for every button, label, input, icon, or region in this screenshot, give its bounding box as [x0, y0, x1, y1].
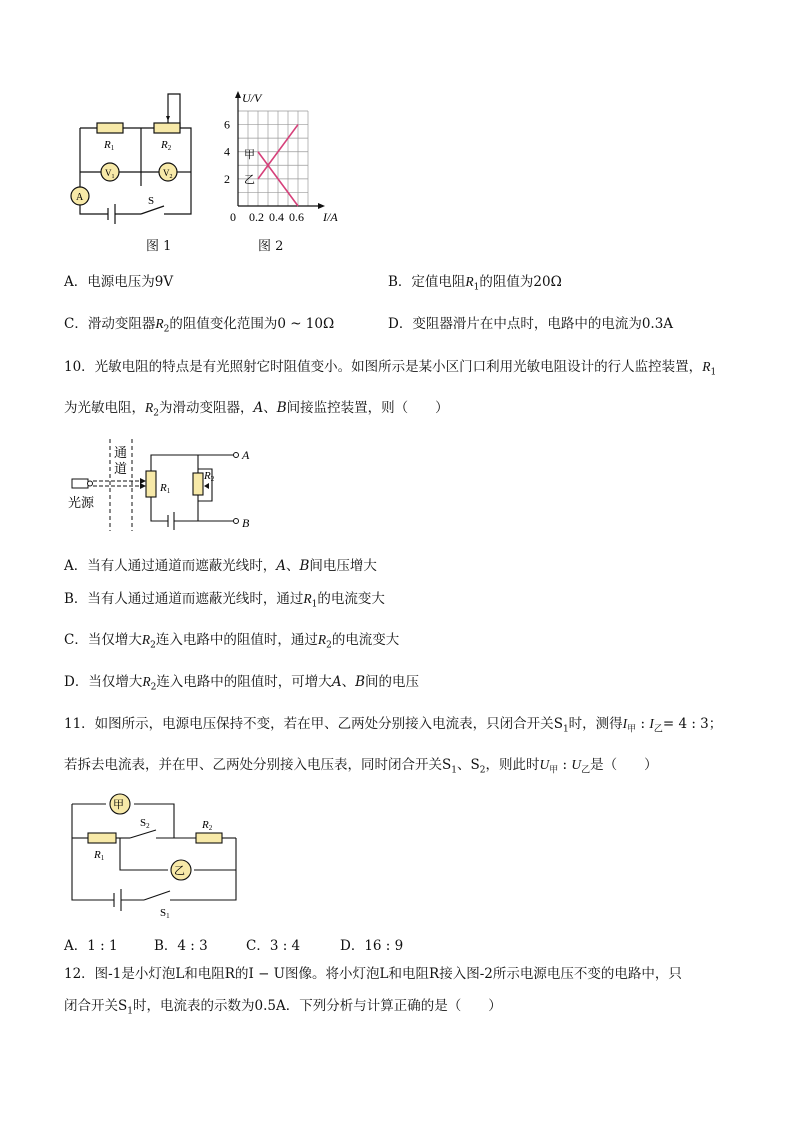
label-r2: R2 — [202, 819, 213, 832]
figure-1-circuit — [66, 88, 206, 226]
x-tick-label: 0.4 — [269, 210, 284, 224]
q11-figure — [64, 792, 244, 922]
label-channel-2: 道 — [114, 461, 128, 476]
q10-stem-line1: 10．光敏电阻的特点是有光照射它时阻值变小。如图所示是某小区门口利用光敏电阻设计的行人监控装置，$R_1$ — [64, 359, 717, 378]
photoresistor-r1 — [146, 471, 156, 497]
label-jia: 甲 — [113, 799, 124, 811]
q10-option-a: A．当有人通过通道而遮蔽光线时，A、B间电压增大 — [64, 558, 377, 574]
q11-option-b: B．4 : 3 — [154, 938, 208, 954]
label-switch: S — [148, 195, 155, 207]
label-r1: R1 — [104, 139, 115, 152]
label-yi: 乙 — [174, 865, 185, 877]
label-light: 光源 — [68, 495, 95, 510]
y-axis-label: U/V — [242, 91, 262, 105]
resistor-r1 — [97, 123, 123, 133]
q11-stem-line2: 若拆去电流表，并在甲、乙两处分别接入电压表，同时闭合开关$S_1$、$S_2$，则此时$U_甲$ : $U_乙$是（ ） — [64, 757, 658, 776]
q10-figure — [64, 435, 264, 535]
label-v1: $V_1$ — [105, 168, 115, 180]
q11-option-d: D．16 : 9 — [340, 938, 404, 954]
q10-option-c: C．当仅增大$R_2$连入电路中的阻值时，通过$R_2$的电流变大 — [64, 632, 400, 651]
label-s1: S1 — [160, 907, 170, 920]
resistor-r1 — [88, 833, 116, 843]
label-channel-1: 通 — [114, 445, 128, 460]
resistor-r2 — [154, 123, 180, 133]
figure-1-caption: 图 1 — [146, 239, 172, 254]
q12-stem-line2: 闭合开关$S_1$时，电流表的示数为0.5A．下列分析与计算正确的是（ ） — [64, 998, 502, 1017]
x-axis-label: I/A — [323, 210, 338, 224]
label-r1: R1 — [94, 849, 105, 862]
label-terminal-b: B — [242, 516, 250, 530]
terminal-a — [234, 453, 239, 458]
q11-option-a: A．1 : 1 — [64, 938, 118, 954]
figure-2-graph — [220, 88, 350, 228]
light-source — [72, 479, 88, 488]
figure-2-caption: 图 2 — [258, 239, 284, 254]
label-yi: 乙 — [244, 174, 255, 186]
label-v2: $V_2$ — [163, 168, 173, 180]
label-r1: R1 — [160, 482, 171, 495]
q12-stem-line1: 12．图-1是小灯泡L和电阻R的I − U图像。将小灯泡L和电阻R接入图-2所示电源电压不变的电路中，只 — [64, 966, 682, 982]
terminal-b — [234, 519, 239, 524]
q9-option-a: A．电源电压为9V — [64, 274, 174, 290]
resistor-r2 — [196, 833, 222, 843]
y-tick-label: 2 — [224, 171, 230, 186]
x-tick-label: 0.6 — [289, 210, 304, 224]
q11-options — [64, 934, 403, 954]
label-terminal-a: A — [242, 448, 250, 462]
q10-option-b: B．当有人通过通道而遮蔽光线时，通过$R_1$的电流变大 — [64, 591, 385, 610]
y-tick-label: 4 — [224, 144, 230, 159]
label-r2: R2 — [161, 139, 172, 152]
x-tick-label: 0.2 — [249, 210, 264, 224]
q10-option-d: D．当仅增大$R_2$连入电路中的阻值时，可增大A、B间的电压 — [64, 674, 419, 693]
q10-stem-line2: 为光敏电阻，$R_2$为滑动变阻器，A、B间接监控装置，则（ ） — [64, 400, 449, 419]
q9-option-d: D．变阻器滑片在中点时，电路中的电流为0.3A — [388, 316, 674, 332]
q9-option-c: C．滑动变阻器$R_2$的阻值变化范围为0 ~ 10Ω — [64, 316, 335, 335]
label-r2: R2 — [204, 470, 215, 483]
q11-stem-line1: 11．如图所示，电源电压保持不变，若在甲、乙两处分别接入电流表，只闭合开关$S_1$时，测得$I_甲$ : $I_乙= 4$ : 3； — [64, 716, 723, 735]
label-jia: 甲 — [244, 149, 255, 161]
y-tick-label: 6 — [224, 117, 230, 132]
rheostat-r2 — [193, 473, 203, 495]
q9-option-b: B．定值电阻$R_1$的阻值为20Ω — [388, 274, 562, 293]
label-s2: S2 — [140, 817, 150, 830]
x-tick-label: 0 — [230, 210, 236, 224]
label-ammeter: A — [76, 192, 84, 203]
q11-option-c: C．3 : 4 — [246, 938, 301, 954]
